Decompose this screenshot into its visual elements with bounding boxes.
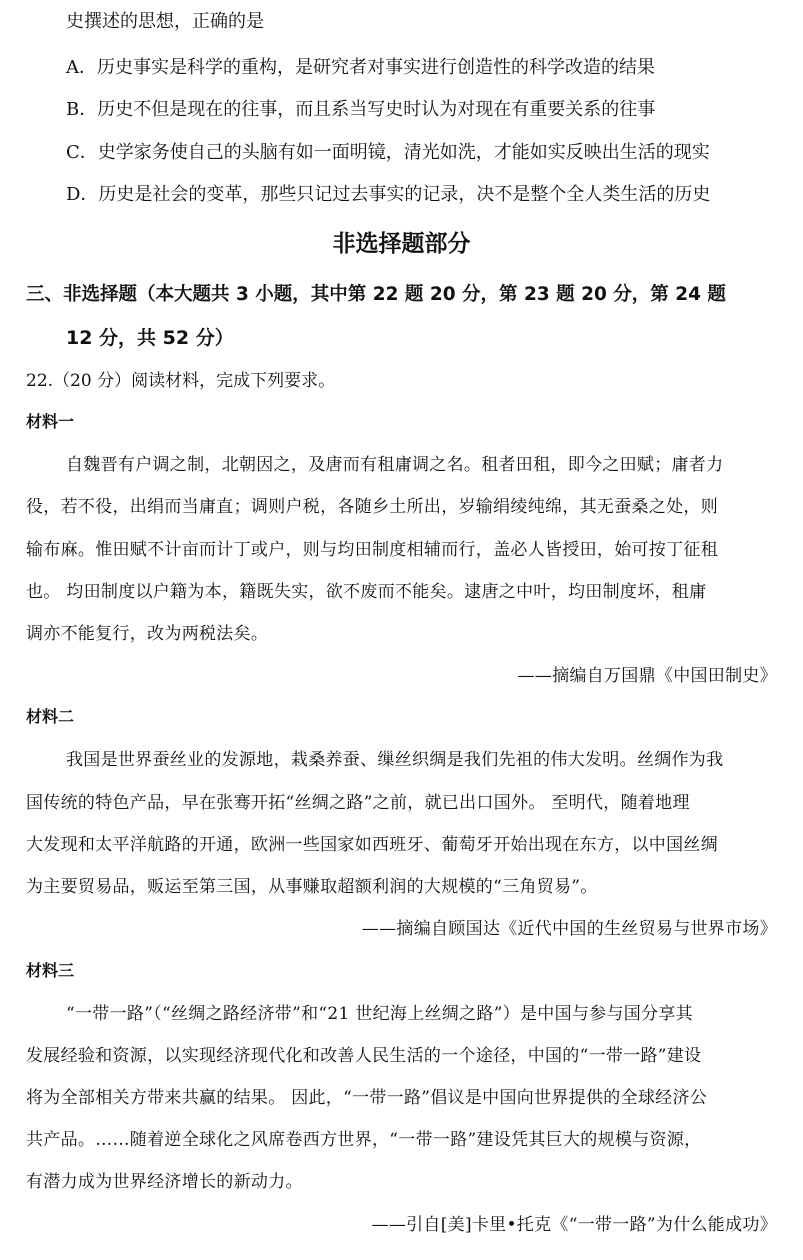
material-1-line: 役，若不役，出绢而当庸直；调则户税，各随乡土所出，岁输绢绫纯绵，其无蚕桑之处，则	[26, 497, 718, 517]
material-1-line: 也。 均田制度以户籍为本，籍既失实，欲不废而不能矣。逮唐之中叶，均田制度坏，租庸	[26, 582, 707, 602]
material-2-line: 国传统的特色产品，早在张骞开拓“丝绸之路”之前，就已出口国外。 至明代，随着地理	[26, 793, 690, 813]
material-1-line: 自魏晋有户调之制，北朝因之，及唐而有租庸调之名。租者田租，即今之田赋；庸者力	[66, 455, 724, 475]
material-2-line: 大发现和太平洋航路的开通，欧洲一些国家如西班牙、葡萄牙开始出现在东方，以中国丝绸	[26, 835, 718, 855]
material-3-label: 材料三	[26, 961, 75, 980]
material-1-line: 调亦不能复行，改为两税法矣。	[26, 624, 269, 644]
material-1-source: ——摘编自万国鼎《中国田制史》	[517, 666, 777, 686]
material-2-label: 材料二	[26, 707, 75, 726]
material-2-source: ——摘编自顾国达《近代中国的生丝贸易与世界市场》	[361, 919, 777, 939]
material-2-line: 为主要贸易品，贩运至第三国，从事赚取超额利润的大规模的“三角贸易”。	[26, 877, 598, 897]
material-3-line: 共产品。……随着逆全球化之风席卷西方世界，“一带一路”建设凭其巨大的规模与资源，	[26, 1130, 702, 1150]
material-3-source: ——引自[美]卡里•托克《“一带一路”为什么能成功》	[371, 1215, 777, 1235]
section-heading-line1: 三、非选择题（本大题共 3 小题，其中第 22 题 20 分，第 23 题 20 分，第 24 题	[26, 284, 726, 305]
option-a: A．历史事实是科学的重构，是研究者对事实进行创造性的科学改造的结果	[66, 57, 655, 78]
question-stem-tail: 史撰述的思想，正确的是	[66, 11, 264, 32]
question-22-prompt: 22.（20 分）阅读材料，完成下列要求。	[26, 371, 336, 391]
material-1-label: 材料一	[26, 412, 75, 431]
material-3-line: 发展经验和资源，以实现经济现代化和改善人民生活的一个途径，中国的“一带一路”建设	[26, 1046, 702, 1066]
section-heading-line2: 12 分，共 52 分）	[66, 327, 234, 349]
material-1-line: 输布麻。惟田赋不计亩而计丁或户，则与均田制度相辅而行，盖必人皆授田，始可按丁征租	[26, 540, 718, 560]
section-title: 非选择题部分	[332, 231, 471, 257]
material-3-line: “一带一路”（“丝绸之路经济带”和“21 世纪海上丝绸之路”）是中国与参与国分享其	[66, 1004, 693, 1024]
material-3-line: 将为全部相关方带来共赢的结果。 因此，“一带一路”倡议是中国向世界提供的全球经济公	[26, 1088, 708, 1108]
option-c: C．史学家务使自己的头脑有如一面明镜，清光如洗，才能如实反映出生活的现实	[66, 142, 710, 163]
option-d: D．历史是社会的变革，那些只记过去事实的记录，决不是整个全人类生活的历史	[66, 184, 711, 205]
option-b: B．历史不但是现在的往事，而且系当写史时认为对现在有重要关系的往事	[66, 99, 656, 120]
material-3-line: 有潜力成为世界经济增长的新动力。	[26, 1172, 303, 1192]
material-2-line: 我国是世界蚕丝业的发源地，栽桑养蚕、缫丝织绸是我们先祖的伟大发明。丝绸作为我	[66, 750, 724, 770]
